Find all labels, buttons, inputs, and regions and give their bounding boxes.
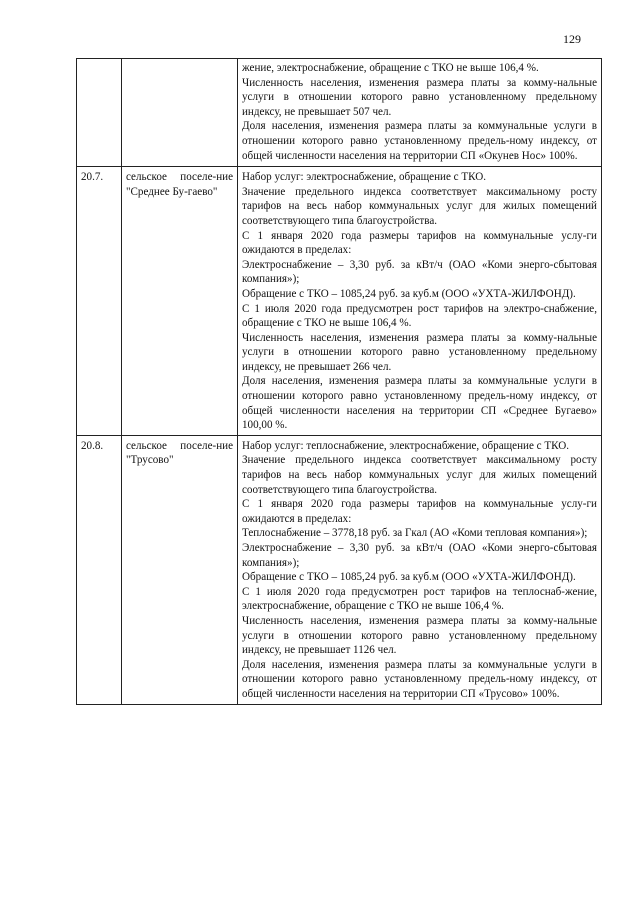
tariff-description [238, 167, 602, 436]
text-line: Набор услуг: теплоснабжение, электроснабжение, обращение с ТКО. [242, 439, 570, 452]
settlement-name: сельское поселе-ние "Трусово" [122, 435, 238, 704]
text-line: С 1 января 2020 года размеры тарифов на коммунальные услу-ги ожидаются в пределах: [242, 498, 597, 525]
tariff-description [238, 435, 602, 704]
text-line: Значение предельного индекса соответствует максимальному росту тарифов на весь набор коммунальных услуг для жилых помещений соответствующего типа благоустройства. [242, 454, 597, 496]
row-number: 20.8. [77, 435, 122, 704]
row-number: 20.7. [77, 167, 122, 436]
text-line: Численность населения, изменения размера платы за комму-нальные услуги в отношении которого равно установленному предельному индексу, не превышает 507 чел. [242, 76, 597, 118]
settlement-name [122, 59, 238, 167]
text-line: Доля населения, изменения размера платы за коммунальные услуги в отношении которого равно установленному предель-ному индексу, от общей численности населения на территории СП «Среднее Бугаево» 100,00 %. [242, 375, 597, 432]
text-line: Численность населения, изменения размера платы за комму-нальные услуги в отношении которого равно установленному предельному индексу, не превышает 1126 чел. [242, 614, 597, 657]
tariff-table [76, 58, 602, 705]
table-row [77, 167, 602, 436]
text-line: Набор услуг: электроснабжение, обращение с ТКО. [242, 171, 487, 184]
text-line: Электроснабжение – 3,30 руб. за кВт/ч (ОАО «Коми энерго-сбытовая компания»); [242, 542, 597, 569]
text-line: жение, электроснабжение, обращение с ТКО не выше 106,4 %. [242, 62, 539, 74]
text-line: Численность населения, изменения размера платы за комму-нальные услуги в отношении которого равно установленному предельному индексу, не превышает 266 чел. [242, 331, 597, 373]
text-line: Обращение с ТКО – 1085,24 руб. за куб.м (ООО «УХТА-ЖИЛФОНД). [242, 571, 576, 584]
tariff-description [238, 59, 602, 167]
text-line: Теплоснабжение – 3778,18 руб. за Гкал (АО «Коми тепловая компания»); [242, 527, 588, 540]
page-number: 129 [563, 32, 581, 46]
text-line: Обращение с ТКО – 1085,24 руб. за куб.м (ООО «УХТА-ЖИЛФОНД). [242, 287, 576, 300]
settlement-name: сельское поселе-ние "Среднее Бу-гаево" [122, 167, 238, 436]
text-line: Значение предельного индекса соответствует максимальному росту тарифов на весь набор коммунальных услуг для жилых помещений соответствующего типа благоустройства. [242, 185, 597, 227]
text-line: С 1 июля 2020 года предусмотрен рост тарифов на теплоснаб-жение, электроснабжение, обращение с ТКО не выше 106,4 %. [242, 585, 597, 613]
text-line: Доля населения, изменения размера платы за коммунальные услуги в отношении которого равно установленному предель-ному индексу, от общей численности населения на территории СП «Окунев Нос» 100%. [242, 120, 597, 162]
table-row [77, 59, 602, 167]
text-line: Электроснабжение – 3,30 руб. за кВт/ч (ОАО «Коми энерго-сбытовая компания»); [242, 258, 597, 286]
text-line: С 1 января 2020 года размеры тарифов на коммунальные услу-ги ожидаются в пределах: [242, 229, 597, 257]
text-line: С 1 июля 2020 года предусмотрен рост тарифов на электро-снабжение, обращение с ТКО не выше 106,4 %. [242, 302, 597, 330]
table-row [77, 435, 602, 704]
text-line: Доля населения, изменения размера платы за коммунальные услуги в отношении которого равно установленному предель-ному индексу, от общей численности населения на территории СП «Трусово» 100%. [242, 658, 597, 700]
row-number [77, 59, 122, 167]
